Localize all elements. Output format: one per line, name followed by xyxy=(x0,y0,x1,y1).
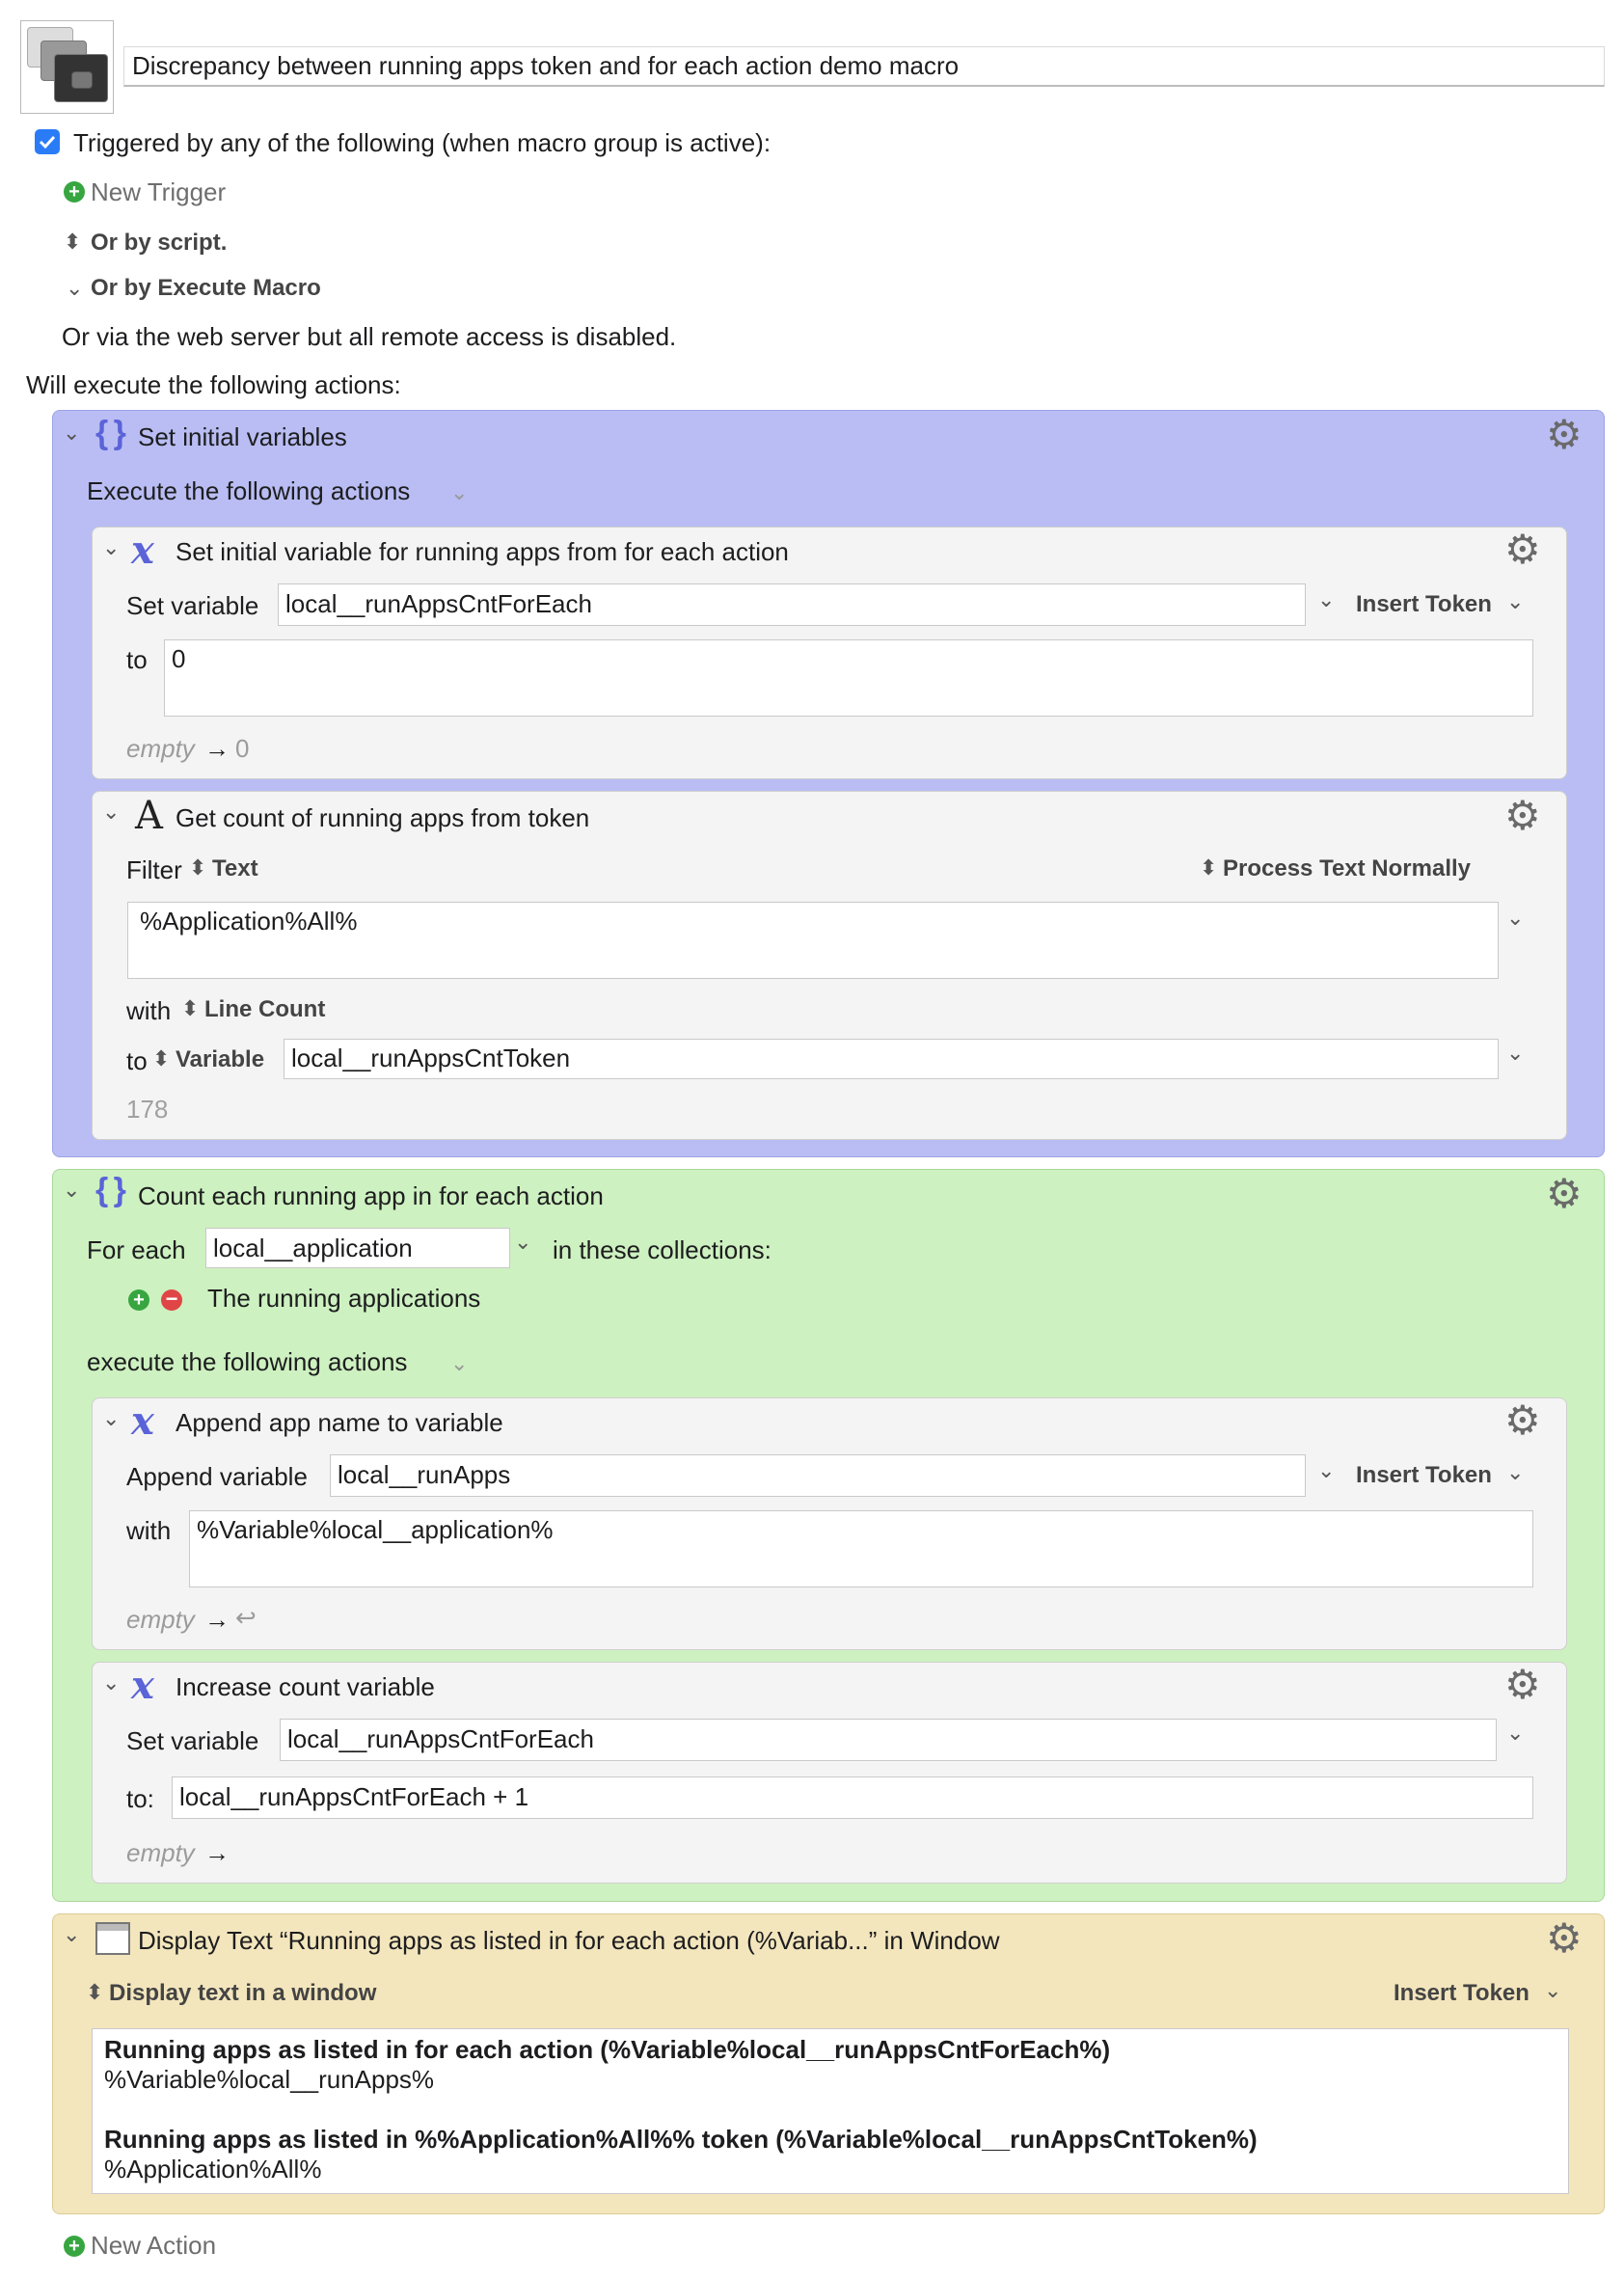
triggered-label: Triggered by any of the following (when macro group is active): xyxy=(73,128,771,157)
gear-icon[interactable]: ⚙ xyxy=(1504,527,1541,572)
to-label: to: xyxy=(126,1784,154,1813)
filter-label: Filter xyxy=(126,855,182,884)
collections-label: in these collections: xyxy=(553,1235,771,1264)
process-text-popup[interactable]: Process Text Normally xyxy=(1223,855,1472,881)
action-increase-variable[interactable] xyxy=(92,1662,1567,1884)
chevron-down-icon[interactable]: ⌄ xyxy=(514,1230,532,1254)
group-for-each[interactable] xyxy=(52,1169,1605,1902)
display-text-field[interactable] xyxy=(92,2028,1569,2194)
for-each-label: For each xyxy=(87,1235,186,1264)
window-icon xyxy=(95,1922,130,1955)
will-execute-label: Will execute the following actions: xyxy=(26,370,401,399)
chevron-down-icon[interactable]: ⌄ xyxy=(102,800,121,824)
plus-circle-icon[interactable]: + xyxy=(64,2236,85,2257)
variable-name-field[interactable]: local__runAppsCntForEach xyxy=(278,583,1306,626)
preview-empty: empty xyxy=(126,1838,195,1867)
gear-icon[interactable]: ⚙ xyxy=(1504,1397,1541,1443)
text-field[interactable]: %Application%All% xyxy=(127,902,1499,979)
chevron-down-icon[interactable]: ⌄ xyxy=(1317,1458,1336,1482)
action-append-variable[interactable] xyxy=(92,1397,1567,1650)
new-trigger-button[interactable]: New Trigger xyxy=(91,177,227,206)
display-blank-line xyxy=(104,2095,1568,2125)
preview-arrow: → xyxy=(204,1838,230,1867)
gear-icon[interactable]: ⚙ xyxy=(1504,1662,1541,1707)
new-action-button[interactable]: New Action xyxy=(91,2231,217,2260)
calculation-field[interactable]: local__runAppsCntForEach + 1 xyxy=(172,1776,1533,1819)
result-preview: 178 xyxy=(126,1095,169,1124)
variable-name-field[interactable]: local__runApps xyxy=(330,1454,1306,1497)
chevron-down-icon[interactable]: ⌄ xyxy=(63,420,81,445)
group-set-initial-variables[interactable] xyxy=(52,410,1605,1157)
action-display-text[interactable] xyxy=(52,1913,1605,2214)
chevron-down-icon[interactable]: ⌄ xyxy=(1317,587,1336,611)
append-variable-label: Append variable xyxy=(126,1462,308,1491)
action-title[interactable]: Increase count variable xyxy=(176,1672,435,1701)
preview-empty: empty xyxy=(126,1605,195,1634)
return-icon: ↩ xyxy=(235,1603,257,1632)
loop-variable-field[interactable]: local__application xyxy=(205,1228,510,1268)
preview-arrow: → xyxy=(204,1605,230,1634)
gear-icon[interactable]: ⚙ xyxy=(1504,793,1541,838)
variable-name-field[interactable]: local__runAppsCntForEach xyxy=(280,1719,1497,1761)
or-by-script-label[interactable]: Or by script. xyxy=(91,230,228,256)
preview-arrow: → xyxy=(204,734,230,763)
plus-circle-icon[interactable]: + xyxy=(128,1289,149,1311)
action-filter-text[interactable] xyxy=(92,791,1567,1140)
execute-label: execute the following actions xyxy=(87,1347,408,1376)
gear-icon[interactable]: ⚙ xyxy=(1546,1171,1583,1216)
chevron-down-icon[interactable]: ⌄ xyxy=(1506,589,1525,613)
web-server-text: Or via the web server but all remote access is disabled. xyxy=(62,322,677,351)
display-line-1: Running apps as listed in for each action (%Variable%local__runAppsCntForEach%) xyxy=(104,2035,1111,2064)
preview-empty: empty xyxy=(126,734,195,763)
chevron-down-icon[interactable]: ⌄ xyxy=(102,535,121,559)
destination-type-popup[interactable]: Variable xyxy=(176,1046,265,1072)
gear-icon[interactable]: ⚙ xyxy=(1546,1915,1583,1961)
display-line-2: %Variable%local__runApps% xyxy=(104,2065,435,2094)
gear-icon[interactable]: ⚙ xyxy=(1546,412,1583,457)
action-title[interactable]: Get count of running apps from token xyxy=(176,803,590,832)
plus-circle-icon[interactable]: + xyxy=(64,181,85,203)
or-by-execute-macro-label[interactable]: Or by Execute Macro xyxy=(91,275,321,301)
chevron-down-icon[interactable]: ⌄ xyxy=(63,1178,81,1202)
insert-token-button[interactable]: Insert Token xyxy=(1356,1462,1492,1488)
chevron-down-icon[interactable]: ⌄ xyxy=(1506,1721,1525,1745)
variable-name-field[interactable]: local__runAppsCntToken xyxy=(284,1039,1499,1079)
action-set-variable[interactable] xyxy=(92,527,1567,779)
collection-item[interactable]: The running applications xyxy=(207,1284,481,1313)
append-value-field[interactable]: %Variable%local__application% xyxy=(189,1510,1533,1587)
updown-stepper-icon[interactable]: ⬍ xyxy=(64,230,82,254)
action-title[interactable]: Set initial variable for running apps from for each action xyxy=(176,537,789,566)
group-title[interactable]: Count each running app in for each action xyxy=(138,1181,604,1210)
to-label: to xyxy=(126,1046,148,1075)
variable-x-icon: x xyxy=(131,1398,154,1444)
insert-token-button[interactable]: Insert Token xyxy=(1394,1980,1529,2006)
chevron-down-icon[interactable]: ⌄ xyxy=(1544,1978,1562,2002)
triggered-checkbox[interactable] xyxy=(35,129,60,154)
display-line-3: Running apps as listed in %%Application%All%% token (%Variable%local__runAppsCntToken%) xyxy=(104,2125,1258,2154)
checkmark-icon xyxy=(35,129,60,154)
chevron-down-icon[interactable]: ⌄ xyxy=(1506,1041,1525,1065)
chevron-down-icon[interactable]: ⌄ xyxy=(102,1670,121,1695)
preview-value: 0 xyxy=(235,734,250,763)
chevron-down-icon[interactable]: ⌄ xyxy=(66,276,84,300)
to-label: to xyxy=(126,645,148,674)
with-label: with xyxy=(126,996,172,1025)
letter-a-icon: A xyxy=(135,794,163,838)
chevron-down-icon[interactable]: ⌄ xyxy=(63,1922,81,1946)
macro-icon[interactable] xyxy=(20,20,114,114)
filter-source-popup[interactable]: Text xyxy=(212,855,258,881)
chevron-down-icon[interactable]: ⌄ xyxy=(1506,906,1525,930)
value-field[interactable]: 0 xyxy=(164,639,1533,717)
display-mode-popup[interactable]: Display text in a window xyxy=(109,1980,377,2006)
updown-stepper-icon[interactable]: ⬍ xyxy=(86,1980,104,2004)
group-title[interactable]: Set initial variables xyxy=(138,422,347,451)
action-title[interactable]: Display Text “Running apps as listed in for each action (%Variab...” in Window xyxy=(138,1926,1000,1955)
insert-token-button[interactable]: Insert Token xyxy=(1356,591,1492,617)
updown-stepper-icon[interactable]: ⬍ xyxy=(152,1046,171,1071)
with-label: with xyxy=(126,1516,172,1545)
chevron-down-icon[interactable]: ⌄ xyxy=(1506,1460,1525,1484)
with-operation-popup[interactable]: Line Count xyxy=(204,996,326,1022)
display-line-4: %Application%All% xyxy=(104,2155,322,2183)
set-variable-label: Set variable xyxy=(126,1726,259,1755)
variable-x-icon: x xyxy=(131,528,154,573)
variable-x-icon: x xyxy=(131,1663,154,1708)
chevron-down-icon[interactable]: ⌄ xyxy=(450,480,469,504)
action-title[interactable]: Append app name to variable xyxy=(176,1408,503,1437)
set-variable-label: Set variable xyxy=(126,591,259,620)
group-braces-icon: { } xyxy=(95,415,124,451)
updown-stepper-icon[interactable]: ⬍ xyxy=(181,996,200,1020)
updown-stepper-icon[interactable]: ⬍ xyxy=(1200,855,1218,880)
execute-label: Execute the following actions xyxy=(87,476,411,505)
chevron-down-icon[interactable]: ⌄ xyxy=(450,1351,469,1375)
macro-title-field[interactable]: Discrepancy between running apps token and for each action demo macro xyxy=(123,46,1605,87)
group-braces-icon: { } xyxy=(95,1172,124,1208)
updown-stepper-icon[interactable]: ⬍ xyxy=(189,855,207,880)
chevron-down-icon[interactable]: ⌄ xyxy=(102,1406,121,1430)
minus-circle-icon[interactable]: − xyxy=(161,1289,182,1311)
